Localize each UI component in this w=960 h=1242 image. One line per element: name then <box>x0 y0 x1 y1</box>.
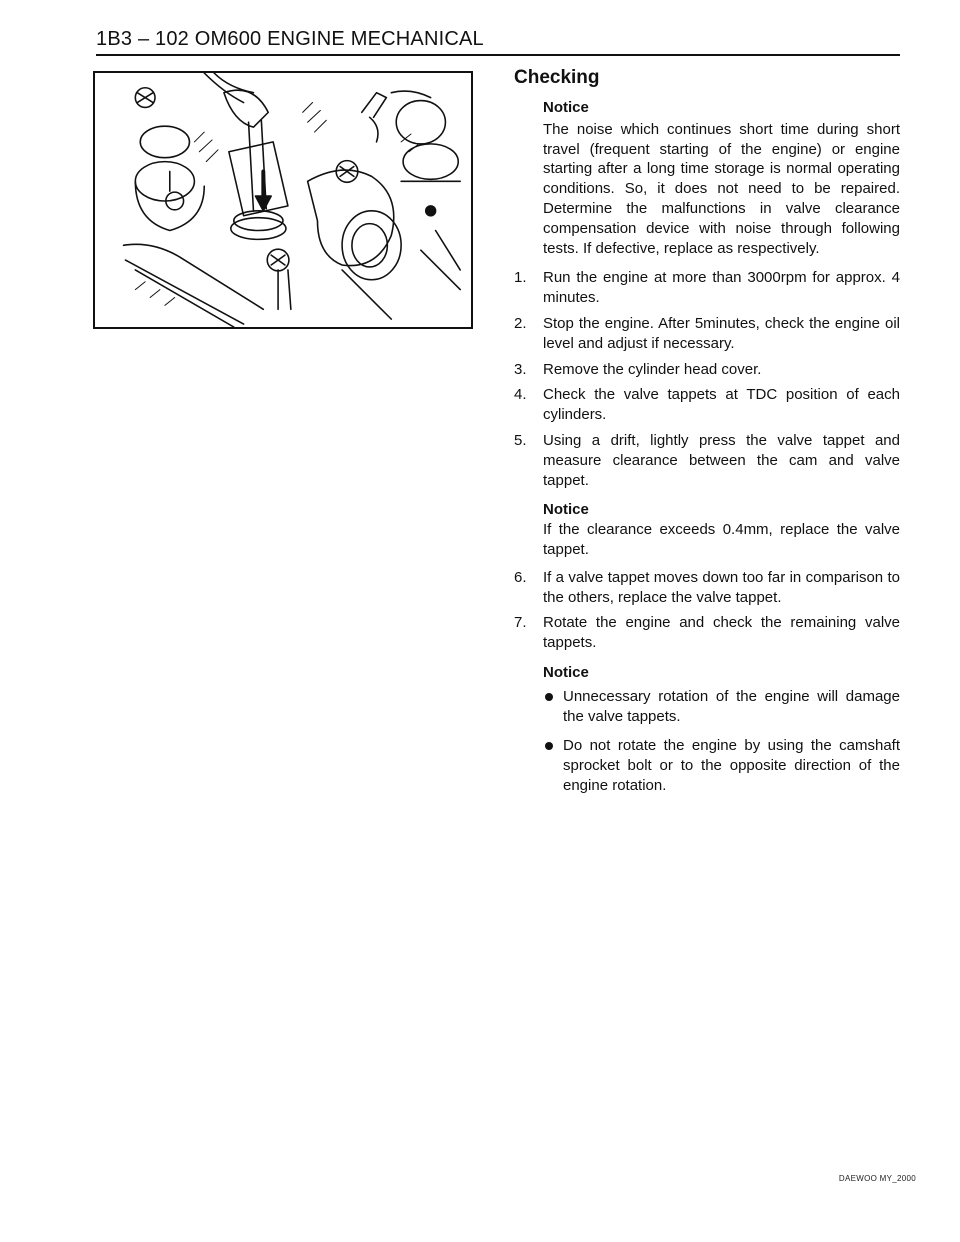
step-number: 6. <box>514 568 527 586</box>
notice-label: Notice <box>543 663 589 681</box>
list-item <box>514 360 900 380</box>
list-item <box>543 687 900 727</box>
checking-section <box>514 66 900 806</box>
notice-label: Notice <box>543 501 589 519</box>
list-item <box>543 736 900 795</box>
step-text: Check the valve tappets at TDC position of each cylinders. <box>543 386 900 424</box>
step-text: Using a drift, lightly press the valve tappet and measure clearance between the cam and valve tappet. <box>543 431 900 489</box>
step-number: 7. <box>514 614 527 632</box>
list-item <box>514 314 900 354</box>
notice-intro-text: The noise which continues short time during short travel (frequent starting of the engine) or engine starting after a long time storage is normal operating conditions. So, it does not need to be repaired. Determine the malfunctions in valve clearance compensation device with noise through following tests. If defective, replace as respectively. <box>543 120 900 257</box>
page-header <box>96 28 900 56</box>
bullet-text: Unnecessary rotation of the engine will damage the valve tappets. <box>563 687 900 725</box>
bullet-list <box>543 687 900 796</box>
step-text: Stop the engine. After 5minutes, check the engine oil level and adjust if necessary. <box>543 314 900 352</box>
list-item <box>514 431 900 490</box>
steps-list-continued <box>514 568 900 653</box>
notice-block-rotation <box>543 663 900 683</box>
step-text: If a valve tappet moves down too far in comparison to the others, replace the valve tappet. <box>543 568 900 606</box>
step-number: 4. <box>514 386 527 404</box>
list-item <box>514 268 900 308</box>
list-item <box>514 613 900 653</box>
bullet-text: Do not rotate the engine by using the camshaft sprocket bolt or to the opposite direction of the engine rotation. <box>563 737 900 794</box>
step-text: Remove the cylinder head cover. <box>543 360 762 378</box>
step-text: Run the engine at more than 3000rpm for approx. 4 minutes. <box>543 269 900 307</box>
list-item <box>514 385 900 425</box>
steps-list <box>514 268 900 490</box>
notice-block-clearance <box>543 500 900 559</box>
step-number: 3. <box>514 360 527 378</box>
notice-label: Notice <box>543 99 589 116</box>
bullet-icon <box>545 742 553 750</box>
page-footer-code: DAEWOO MY_2000 <box>838 1174 916 1183</box>
bullet-icon <box>545 693 553 701</box>
step-number: 5. <box>514 431 527 449</box>
page-header-title: 1B3 – 102 OM600 ENGINE MECHANICAL <box>96 28 484 50</box>
step-text: Rotate the engine and check the remaining valve tappets. <box>543 614 900 652</box>
section-title: Checking <box>514 67 600 88</box>
list-item <box>514 568 900 608</box>
engine-illustration <box>93 71 473 329</box>
tappet-drift-drawing <box>95 73 471 327</box>
step-number: 2. <box>514 314 527 332</box>
notice-clearance-text: If the clearance exceeds 0.4mm, replace the valve tappet. <box>543 521 900 558</box>
step-number: 1. <box>514 269 527 287</box>
